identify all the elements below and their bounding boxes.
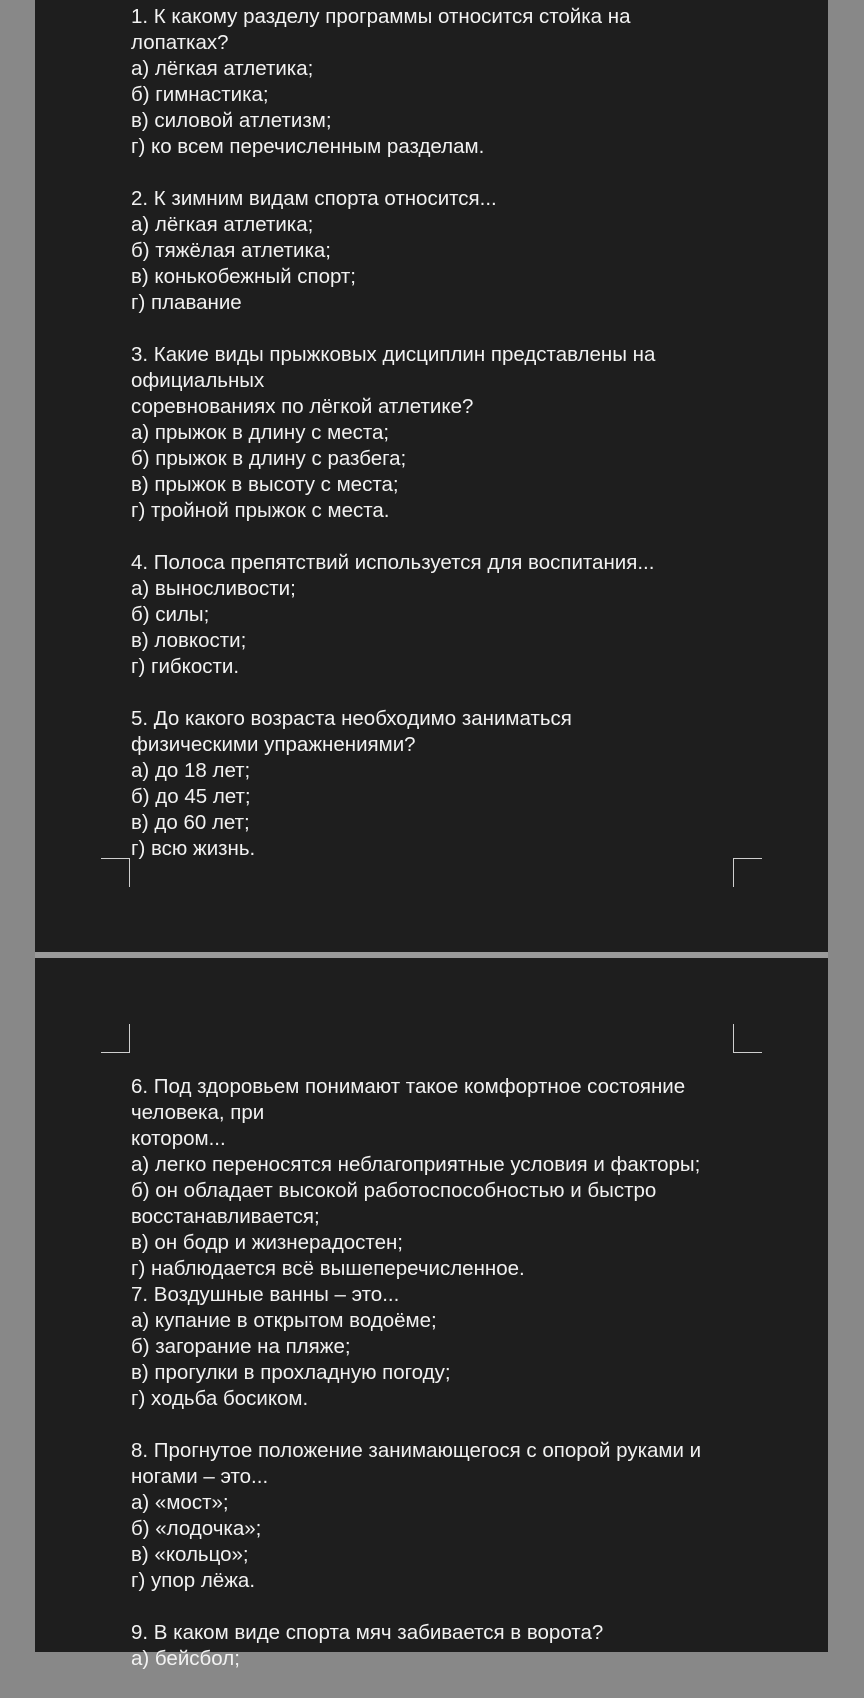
answer-option: а) лёгкая атлетика; — [131, 213, 314, 236]
answer-option: а) выносливости; — [131, 577, 296, 600]
page-2-text — [131, 1074, 791, 1698]
answer-option: а) бейсбол; — [131, 1647, 240, 1670]
question-block — [131, 1620, 791, 1672]
answer-option: а) прыжок в длину с места; — [131, 421, 390, 444]
answer-option: б) прыжок в длину с разбега; — [131, 447, 407, 470]
answer-option: в) ловкости; — [131, 629, 247, 652]
question-text: 3. Какие виды прыжковых дисциплин представлены на — [131, 343, 656, 366]
answer-option: г) всю жизнь. — [131, 837, 256, 860]
question-text: котором... — [131, 1127, 226, 1150]
question-text: 1. К какому разделу программы относится стойка на — [131, 5, 631, 28]
question-text: человека, при — [131, 1101, 265, 1124]
question-block — [131, 1282, 791, 1412]
crop-mark-top-left — [101, 858, 130, 887]
question-text: 6. Под здоровьем понимают такое комфортное состояние — [131, 1075, 686, 1098]
question-block — [131, 186, 791, 316]
answer-option: б) до 45 лет; — [131, 785, 251, 808]
answer-option: а) купание в открытом водоёме; — [131, 1309, 437, 1332]
crop-mark-bottom-right — [733, 1024, 762, 1053]
question-block — [131, 342, 791, 524]
question-text: лопатках? — [131, 31, 229, 54]
answer-option: а) легко переносятся неблагоприятные условия и факторы; — [131, 1153, 701, 1176]
answer-option: б) загорание на пляже; — [131, 1335, 351, 1358]
answer-option: а) лёгкая атлетика; — [131, 57, 314, 80]
question-block — [131, 706, 791, 862]
answer-option: восстанавливается; — [131, 1205, 320, 1228]
answer-option: б) тяжёлая атлетика; — [131, 239, 331, 262]
answer-option: а) до 18 лет; — [131, 759, 251, 782]
answer-option: в) «кольцо»; — [131, 1543, 249, 1566]
question-text: 5. До какого возраста необходимо заниматься — [131, 707, 572, 730]
page-1-text — [131, 4, 791, 888]
question-block — [131, 550, 791, 680]
answer-option: в) прогулки в прохладную погоду; — [131, 1361, 451, 1384]
answer-option: в) силовой атлетизм; — [131, 109, 332, 132]
question-text: официальных — [131, 369, 265, 392]
answer-option: б) «лодочка»; — [131, 1517, 262, 1540]
question-text: ногами – это... — [131, 1465, 269, 1488]
question-block — [131, 4, 791, 160]
question-text: физическими упражнениями? — [131, 733, 416, 756]
answer-option: г) ходьба босиком. — [131, 1387, 309, 1410]
answer-option: г) плавание — [131, 291, 242, 314]
answer-option: б) силы; — [131, 603, 210, 626]
answer-option: г) упор лёжа. — [131, 1569, 256, 1592]
answer-option: б) гимнастика; — [131, 83, 269, 106]
answer-option: г) наблюдается всё вышеперечисленное. — [131, 1257, 525, 1280]
question-block — [131, 1438, 791, 1594]
answer-option: г) гибкости. — [131, 655, 240, 678]
answer-option: б) он обладает высокой работоспособностью и быстро — [131, 1179, 657, 1202]
question-text: соревнованиях по лёгкой атлетике? — [131, 395, 474, 418]
question-text: 8. Прогнутое положение занимающегося с опорой руками и — [131, 1439, 702, 1462]
answer-option: в) конькобежный спорт; — [131, 265, 356, 288]
crop-mark-bottom-left — [101, 1024, 130, 1053]
question-text: 2. К зимним видам спорта относится... — [131, 187, 497, 210]
answer-option: в) он бодр и жизнерадостен; — [131, 1231, 404, 1254]
answer-option: в) до 60 лет; — [131, 811, 250, 834]
answer-option: г) тройной прыжок с места. — [131, 499, 390, 522]
answer-option: г) ко всем перечисленным разделам. — [131, 135, 485, 158]
question-block — [131, 1074, 791, 1282]
question-text: 4. Полоса препятствий используется для воспитания... — [131, 551, 655, 574]
answer-option: в) прыжок в высоту с места; — [131, 473, 399, 496]
question-text: 9. В каком виде спорта мяч забивается в ворота? — [131, 1621, 604, 1644]
answer-option: а) «мост»; — [131, 1491, 229, 1514]
question-text: 7. Воздушные ванны – это... — [131, 1283, 400, 1306]
